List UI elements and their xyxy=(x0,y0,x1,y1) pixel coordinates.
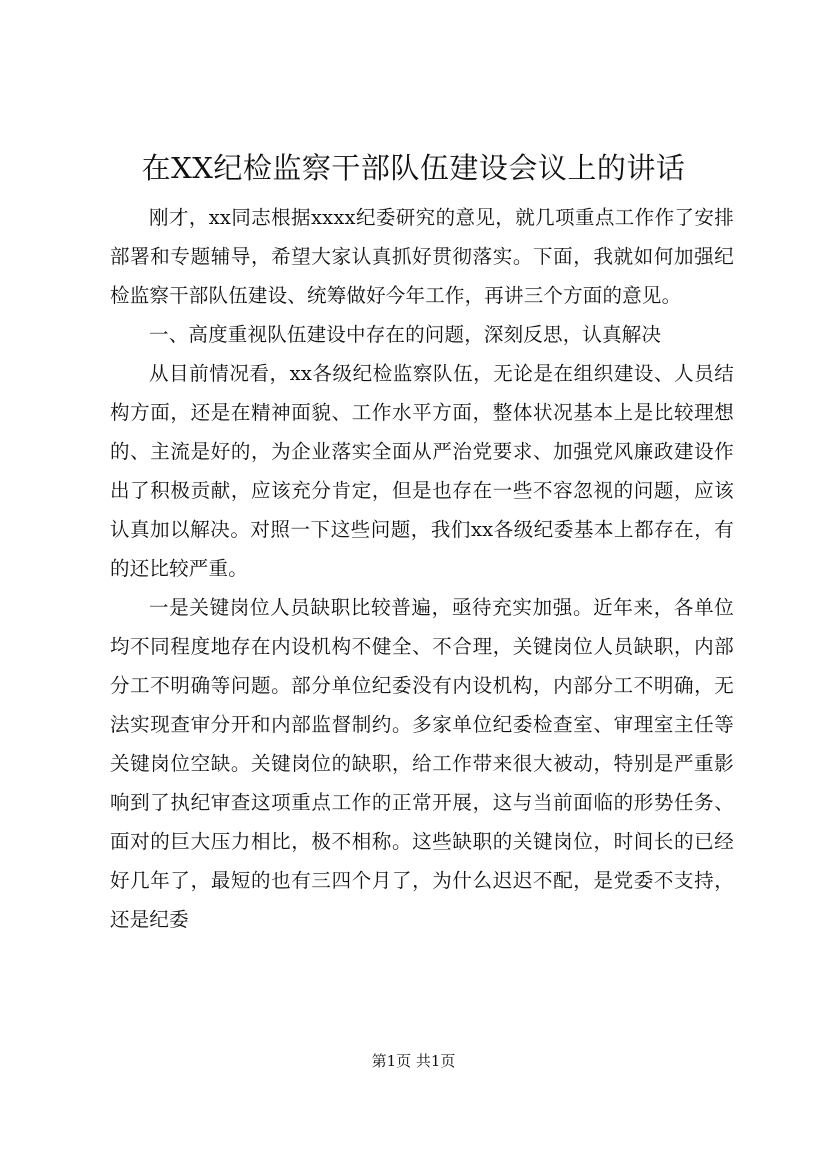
section-heading-1: 一、高度重视队伍建设中存在的问题，深刻反思，认真解决 xyxy=(149,323,662,346)
document-title: 在XX纪检监察干部队伍建设会议上的讲话 xyxy=(141,151,686,185)
paragraph-situation: 从目前情况看，xx各级纪检监察队伍，无论是在组织建设、人员结构方面，还是在精神面貌、工作水平方面，整体状况基本上是比较理想的、主流是好的，为企业落实全面从严治党要求、加强党风廉政建设作出了积极贡献，应该充分肯定，但是也存在一些不容忽视的问题，应该认真加以解决。对照一下这些问题，我们xx各级纪委基本上都存在，有的还比较严重。 xyxy=(110,362,734,580)
paragraph-intro: 刚才，xx同志根据xxxx纪委研究的意见，就几项重点工作作了安排部署和专题辅导，希望大家认真抓好贯彻落实。下面，我就如何加强纪检监察干部队伍建设、统筹做好今年工作，再讲三个方面的意见。 xyxy=(110,206,734,307)
paragraph-point-1: 一是关键岗位人员缺职比较普遍，亟待充实加强。近年来，各单位均不同程度地存在内设机构不健全、不合理，关键岗位人员缺职，内部分工不明确等问题。部分单位纪委没有内设机构，内部分工不明确，无法实现查审分开和内部监督制约。多家单位纪委检查室、审理室主任等关键岗位空缺。关键岗位的缺职，给工作带来很大被动，特别是严重影响到了执纪审查这项重点工作的正常开展，这与当前面临的形势任务、面对的巨大压力相比，极不相称。这些缺职的关键岗位，时间长的已经好几年了，最短的也有三四个月了，为什么迟迟不配，是党委不支持，还是纪委 xyxy=(110,596,734,931)
document-body xyxy=(110,198,734,939)
page-footer: 第1页 共1页 xyxy=(371,1052,456,1070)
